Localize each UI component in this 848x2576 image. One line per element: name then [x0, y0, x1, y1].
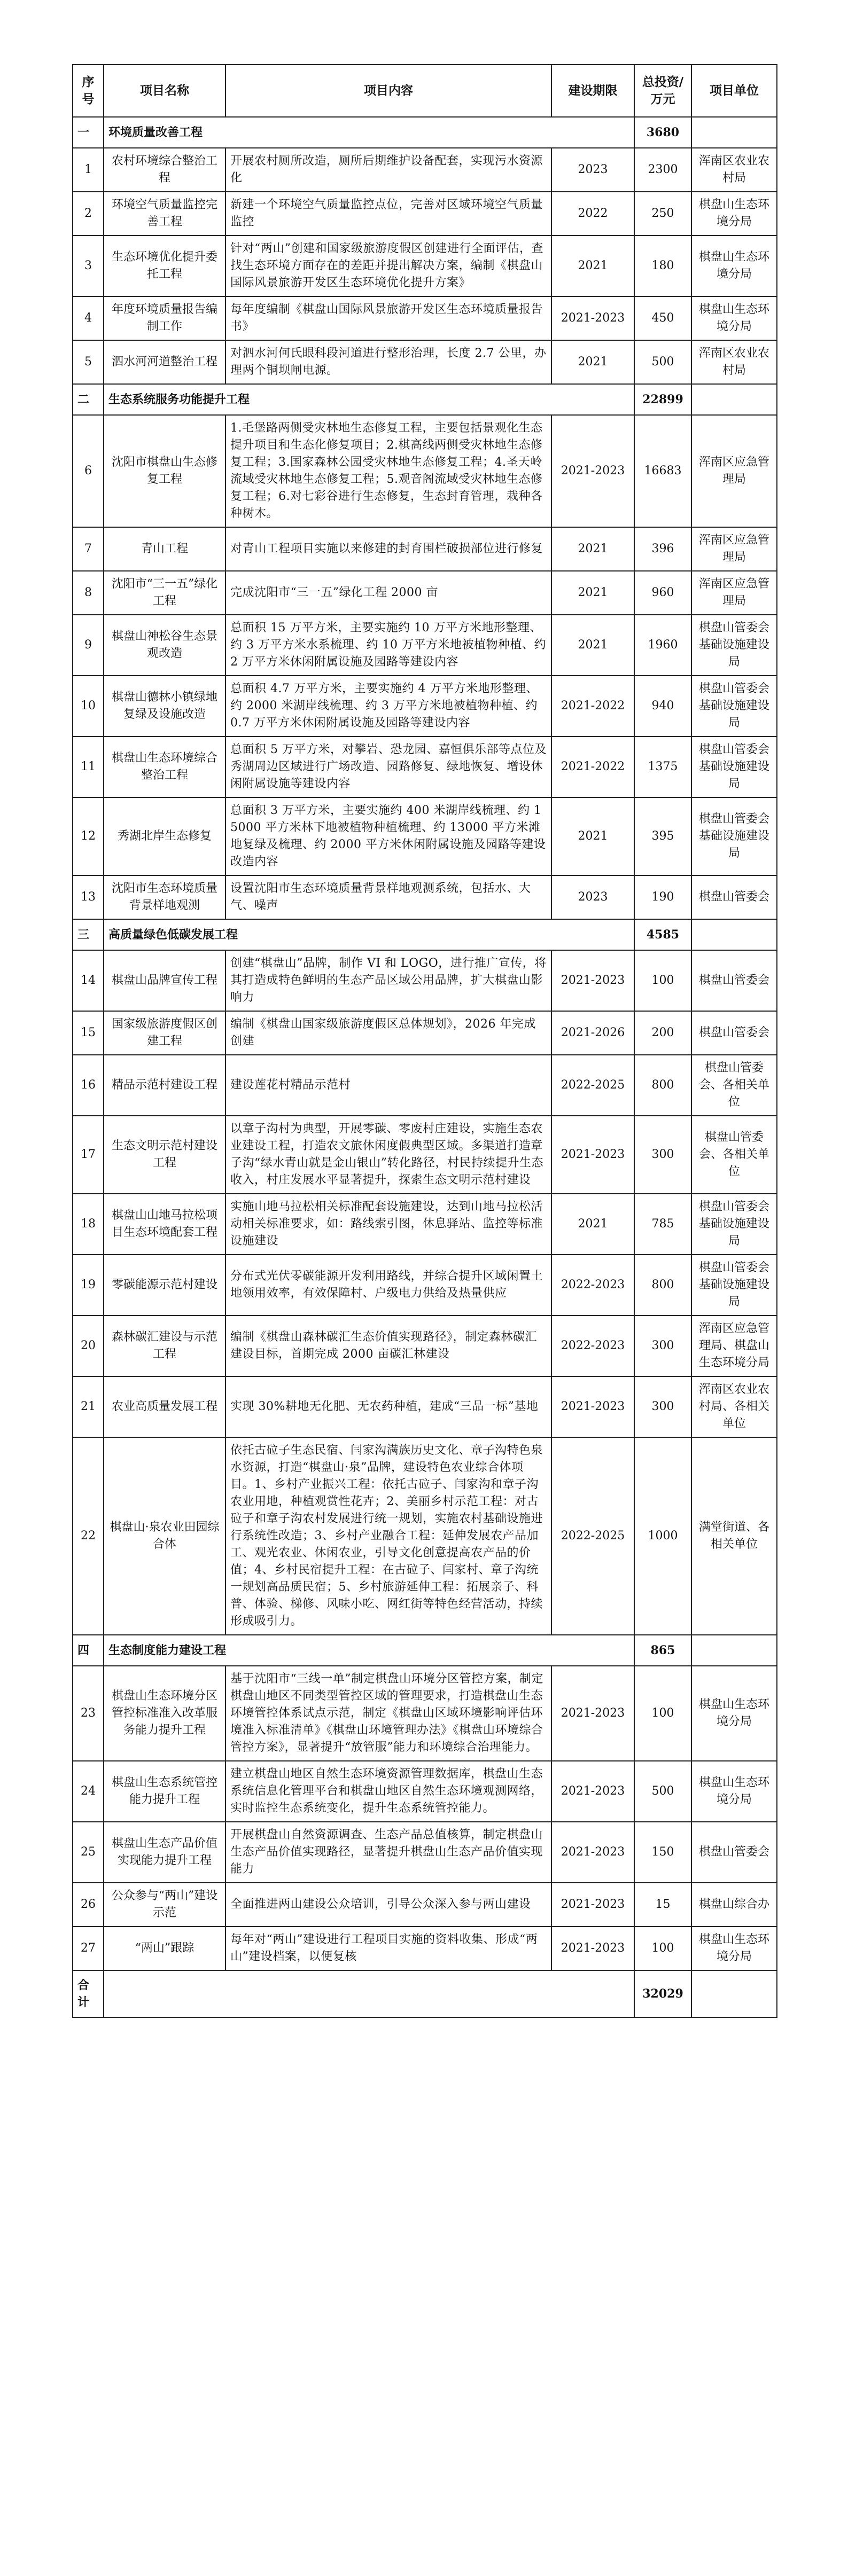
table-header-row — [73, 65, 777, 117]
project-period: 2021-2023 — [551, 296, 634, 340]
project-name: 秀湖北岸生态修复 — [104, 797, 225, 875]
project-content: 对青山工程项目实施以来修建的封育围栏破损部位进行修复 — [225, 527, 551, 571]
table-row — [73, 1883, 777, 1927]
project-investment: 300 — [634, 1116, 691, 1194]
row-number: 1 — [73, 148, 104, 192]
project-content: 完成沈阳市“三一五”绿化工程 2000 亩 — [225, 571, 551, 615]
project-content: 总面积 3 万平方米，主要实施约 400 米湖岸线梳理、约 15000 平方米林下地被植物种植梳理、约 13000 平方米滩地复绿及梳理、约 2000 平方米休闲附属设施及园路等建设改造内容 — [225, 797, 551, 875]
project-name: 年度环境质量报告编制工作 — [104, 296, 225, 340]
project-unit: 棋盘山管委会基础设施建设局 — [691, 615, 777, 676]
project-unit: 浑南区农业农村局 — [691, 148, 777, 192]
project-investment: 800 — [634, 1255, 691, 1316]
project-investment: 100 — [634, 1927, 691, 1970]
table-row — [73, 1437, 777, 1635]
table-row — [73, 1376, 777, 1437]
project-unit: 棋盘山管委会、各相关单位 — [691, 1055, 777, 1116]
table-row — [73, 1255, 777, 1316]
project-period: 2021 — [551, 340, 634, 384]
project-content: 全面推进两山建设公众培训，引导公众深入参与两山建设 — [225, 1883, 551, 1927]
project-period: 2021-2023 — [551, 1822, 634, 1883]
project-investment: 1960 — [634, 615, 691, 676]
project-name: 沈阳市“三一五”绿化工程 — [104, 571, 225, 615]
row-number: 19 — [73, 1255, 104, 1316]
project-content: 编制《棋盘山森林碳汇生态价值实现路径》，制定森林碳汇建设目标，首期完成 2000 亩碳汇林建设 — [225, 1316, 551, 1376]
row-number: 24 — [73, 1761, 104, 1822]
project-unit: 棋盘山生态环境分局 — [691, 1761, 777, 1822]
table-row — [73, 797, 777, 875]
project-content: 实现 30%耕地无化肥、无农药种植，建成“三品一标”基地 — [225, 1376, 551, 1437]
project-investment: 800 — [634, 1055, 691, 1116]
row-number: 14 — [73, 950, 104, 1011]
header-number: 序号 — [73, 65, 104, 117]
project-investment: 395 — [634, 797, 691, 875]
project-content: 分布式光伏零碳能源开发利用路线，并综合提升区域闲置土地领用效率，有效保障村、户级电力供给及热量供应 — [225, 1255, 551, 1316]
row-number: 15 — [73, 1011, 104, 1055]
project-name: 泗水河河道整治工程 — [104, 340, 225, 384]
section-investment: 4585 — [634, 919, 691, 950]
total-label: 合计 — [73, 1970, 104, 2017]
section-row — [73, 117, 777, 148]
project-investment: 200 — [634, 1011, 691, 1055]
row-number: 21 — [73, 1376, 104, 1437]
project-unit: 棋盘山管委会基础设施建设局 — [691, 797, 777, 875]
project-investment: 2300 — [634, 148, 691, 192]
project-content: 总面积 15 万平方米，主要实施约 10 万平方米地形整理、约 3 万平方米水系梳理、约 10 万平方米地被植物种植、约 2 万平方米休闲附属设施及园路等建设内容 — [225, 615, 551, 676]
project-period: 2021 — [551, 797, 634, 875]
total-spacer — [104, 1970, 634, 2017]
project-content: 对泗水河何氏眼科段河道进行整形治理，长度 2.7 公里，办理两个铜坝闸电源。 — [225, 340, 551, 384]
project-content: 基于沈阳市“三线一单”制定棋盘山环境分区管控方案，制定棋盘山地区不同类型管控区域的管理要求，打造棋盘山生态环境管控体系试点示范，制定《棋盘山区域环境影响评估环境准入标准清单》《棋盘山环境管理办法》《棋盘山环境综合管控方案》，显著提升“放管服”能力和环境综合治理能力。 — [225, 1666, 551, 1761]
project-period: 2021-2023 — [551, 1927, 634, 1970]
project-period: 2021-2023 — [551, 1883, 634, 1927]
project-period: 2021 — [551, 615, 634, 676]
row-number: 26 — [73, 1883, 104, 1927]
project-period: 2023 — [551, 148, 634, 192]
project-investment: 15 — [634, 1883, 691, 1927]
project-unit: 棋盘山管委会基础设施建设局 — [691, 1255, 777, 1316]
row-number: 3 — [73, 236, 104, 296]
table-row — [73, 1316, 777, 1376]
project-content: 建设莲花村精品示范村 — [225, 1055, 551, 1116]
project-unit: 棋盘山生态环境分局 — [691, 192, 777, 236]
section-title: 生态系统服务功能提升工程 — [104, 384, 634, 415]
section-investment: 22899 — [634, 384, 691, 415]
row-number: 8 — [73, 571, 104, 615]
project-name: 农村环境综合整治工程 — [104, 148, 225, 192]
project-content: 总面积 4.7 万平方米，主要实施约 4 万平方米地形整理、约 2000 米湖岸线梳理、约 3 万平方米地被植物种植、约 0.7 万平方米休闲附属设施及园路等建设内容 — [225, 676, 551, 737]
project-unit: 浑南区农业农村局、各相关单位 — [691, 1376, 777, 1437]
project-unit: 棋盘山管委会 — [691, 875, 777, 919]
row-number: 22 — [73, 1437, 104, 1635]
project-unit: 棋盘山管委会、各相关单位 — [691, 1116, 777, 1194]
project-name: 棋盘山生态环境综合整治工程 — [104, 737, 225, 797]
project-unit: 棋盘山生态环境分局 — [691, 236, 777, 296]
section-title: 环境质量改善工程 — [104, 117, 634, 148]
total-unit-empty — [691, 1970, 777, 2017]
section-investment: 865 — [634, 1635, 691, 1666]
project-content: 开展农村厕所改造，厕所后期维护设备配套，实现污水资源化 — [225, 148, 551, 192]
project-content: 新建一个环境空气质量监控点位，完善对区域环境空气质量监控 — [225, 192, 551, 236]
project-period: 2021-2023 — [551, 1116, 634, 1194]
row-number: 6 — [73, 415, 104, 527]
header-project-content: 项目内容 — [225, 65, 551, 117]
row-number: 12 — [73, 797, 104, 875]
project-period: 2022-2023 — [551, 1316, 634, 1376]
project-unit: 棋盘山生态环境分局 — [691, 1927, 777, 1970]
table-row — [73, 571, 777, 615]
row-number: 4 — [73, 296, 104, 340]
project-name: 生态文明示范村建设工程 — [104, 1116, 225, 1194]
project-period: 2021-2022 — [551, 737, 634, 797]
project-content: 依托古砬子生态民宿、闫家沟满族历史文化、章子沟特色泉水资源，打造“棋盘山·泉”品牌，建设特色农业综合体项目。1、乡村产业振兴工程：依托古砬子、闫家沟和章子沟农业用地，种植观赏性花卉；2、美丽乡村示范工程：对古砬子和章子沟农村发展进行统一规划，实施农村基础设施进行系统性改造；3、乡村产业融合工程：延伸发展农产品加工、观光农业、休闲农业，引导文化创意提高农产品的价值；4、乡村民宿提升工程：在古砬子、闫家村、章子沟统一规划高品质民宿；5、乡村旅游延伸工程：拓展亲子、科普、体验、梯修、风味小吃、网红街等特色经营活动，持续形成吸引力。 — [225, 1437, 551, 1635]
row-number: 13 — [73, 875, 104, 919]
project-name: 农业高质量发展工程 — [104, 1376, 225, 1437]
row-number: 20 — [73, 1316, 104, 1376]
total-row — [73, 1970, 777, 2017]
project-investment: 250 — [634, 192, 691, 236]
project-unit: 棋盘山管委会 — [691, 1011, 777, 1055]
project-unit: 棋盘山管委会基础设施建设局 — [691, 1194, 777, 1255]
table-row — [73, 192, 777, 236]
row-number: 23 — [73, 1666, 104, 1761]
table-row — [73, 1666, 777, 1761]
project-unit: 棋盘山生态环境分局 — [691, 296, 777, 340]
project-unit: 棋盘山管委会基础设施建设局 — [691, 737, 777, 797]
table-row — [73, 340, 777, 384]
project-name: “两山”跟踪 — [104, 1927, 225, 1970]
row-number: 7 — [73, 527, 104, 571]
project-period: 2021 — [551, 236, 634, 296]
project-name: 棋盘山山地马拉松项目生态环境配套工程 — [104, 1194, 225, 1255]
section-number: 一 — [73, 117, 104, 148]
header-project-name: 项目名称 — [104, 65, 225, 117]
project-investment: 300 — [634, 1376, 691, 1437]
section-row — [73, 1635, 777, 1666]
project-investment: 396 — [634, 527, 691, 571]
table-row — [73, 148, 777, 192]
project-investment: 960 — [634, 571, 691, 615]
row-number: 16 — [73, 1055, 104, 1116]
project-investment: 500 — [634, 1761, 691, 1822]
project-name: 沈阳市生态环境质量背景样地观测 — [104, 875, 225, 919]
project-investment: 180 — [634, 236, 691, 296]
project-unit: 满堂街道、各相关单位 — [691, 1437, 777, 1635]
project-name: 公众参与“两山”建设示范 — [104, 1883, 225, 1927]
document-page — [72, 64, 776, 2018]
row-number: 2 — [73, 192, 104, 236]
project-name: 环境空气质量监控完善工程 — [104, 192, 225, 236]
project-unit: 棋盘山生态环境分局 — [691, 1666, 777, 1761]
project-content: 针对“两山”创建和国家级旅游度假区创建进行全面评估，查找生态环境方面存在的差距并提出解决方案，编制《棋盘山国际风景旅游开发区生态环境优化提升方案》 — [225, 236, 551, 296]
project-name: 森林碳汇建设与示范工程 — [104, 1316, 225, 1376]
project-unit: 棋盘山管委会 — [691, 950, 777, 1011]
project-name: 国家级旅游度假区创建工程 — [104, 1011, 225, 1055]
project-period: 2021 — [551, 527, 634, 571]
project-investment: 300 — [634, 1316, 691, 1376]
header-period: 建设期限 — [551, 65, 634, 117]
project-content: 实施山地马拉松相关标准配套设施建设，达到山地马拉松活动相关标准要求，如：路线索引图，休息驿站、监控等标准设施建设 — [225, 1194, 551, 1255]
table-row — [73, 527, 777, 571]
table-row — [73, 950, 777, 1011]
project-table — [72, 64, 777, 2018]
project-name: 棋盘山生态环境分区管控标准准入改革服务能力提升工程 — [104, 1666, 225, 1761]
section-number: 二 — [73, 384, 104, 415]
project-name: 零碳能源示范村建设 — [104, 1255, 225, 1316]
project-period: 2023 — [551, 875, 634, 919]
row-number: 11 — [73, 737, 104, 797]
project-unit: 棋盘山管委会 — [691, 1822, 777, 1883]
project-investment: 1375 — [634, 737, 691, 797]
project-unit: 浑南区应急管理局 — [691, 415, 777, 527]
row-number: 9 — [73, 615, 104, 676]
section-row — [73, 919, 777, 950]
project-period: 2022 — [551, 192, 634, 236]
project-investment: 190 — [634, 875, 691, 919]
section-unit-empty — [691, 117, 777, 148]
project-investment: 785 — [634, 1194, 691, 1255]
project-investment: 150 — [634, 1822, 691, 1883]
project-name: 棋盘山生态产品价值实现能力提升工程 — [104, 1822, 225, 1883]
row-number: 10 — [73, 676, 104, 737]
table-row — [73, 1011, 777, 1055]
project-name: 生态环境优化提升委托工程 — [104, 236, 225, 296]
project-content: 开展棋盘山自然资源调查、生态产品总值核算，制定棋盘山生态产品价值实现路径，显著提升棋盘山生态产品价值实现能力 — [225, 1822, 551, 1883]
section-title: 高质量绿色低碳发展工程 — [104, 919, 634, 950]
section-investment: 3680 — [634, 117, 691, 148]
section-unit-empty — [691, 1635, 777, 1666]
table-row — [73, 415, 777, 527]
table-row — [73, 236, 777, 296]
row-number: 5 — [73, 340, 104, 384]
project-name: 棋盘山品牌宣传工程 — [104, 950, 225, 1011]
project-name: 青山工程 — [104, 527, 225, 571]
table-row — [73, 1761, 777, 1822]
project-content: 总面积 5 万平方米，对攀岩、恐龙园、嘉恒俱乐部等点位及秀湖周边区域进行广场改造、园路修复、绿地恢复、增设休闲附属设施等建设内容 — [225, 737, 551, 797]
project-unit: 棋盘山综合办 — [691, 1883, 777, 1927]
table-body — [73, 117, 777, 2017]
row-number: 25 — [73, 1822, 104, 1883]
project-investment: 500 — [634, 340, 691, 384]
project-period: 2022-2023 — [551, 1255, 634, 1316]
table-row — [73, 1116, 777, 1194]
project-name: 棋盘山·泉农业田园综合体 — [104, 1437, 225, 1635]
project-unit: 浑南区农业农村局 — [691, 340, 777, 384]
project-unit: 浑南区应急管理局、棋盘山生态环境分局 — [691, 1316, 777, 1376]
project-unit: 浑南区应急管理局 — [691, 527, 777, 571]
project-content: 设置沈阳市生态环境质量背景样地观测系统，包括水、大气、噪声 — [225, 875, 551, 919]
project-period: 2021 — [551, 1194, 634, 1255]
row-number: 18 — [73, 1194, 104, 1255]
table-row — [73, 1194, 777, 1255]
section-unit-empty — [691, 919, 777, 950]
project-name: 棋盘山生态系统管控能力提升工程 — [104, 1761, 225, 1822]
project-period: 2021-2023 — [551, 950, 634, 1011]
project-investment: 1000 — [634, 1437, 691, 1635]
project-period: 2021-2023 — [551, 1666, 634, 1761]
section-number: 三 — [73, 919, 104, 950]
header-investment: 总投资/万元 — [634, 65, 691, 117]
project-period: 2021-2023 — [551, 415, 634, 527]
project-period: 2022-2025 — [551, 1437, 634, 1635]
table-row — [73, 737, 777, 797]
table-row — [73, 615, 777, 676]
project-period: 2021-2023 — [551, 1376, 634, 1437]
project-content: 建立棋盘山地区自然生态环境资源管理数据库，棋盘山生态系统信息化管理平台和棋盘山地区自然生态环境观测网络，实时监控生态系统变化，提升生态系统管控能力。 — [225, 1761, 551, 1822]
project-name: 棋盘山德林小镇绿地复绿及设施改造 — [104, 676, 225, 737]
project-period: 2021-2022 — [551, 676, 634, 737]
project-period: 2021 — [551, 571, 634, 615]
header-unit: 项目单位 — [691, 65, 777, 117]
project-content: 1.毛堡路两侧受灾林地生态修复工程，主要包括景观化生态提升项目和生态化修复项目；2.棋高线两侧受灾林地生态修复工程；3.国家森林公园受灾林地生态修复工程；4.圣天岭流域受灾林地生态修复工程；5.观音阁流域受灾林地生态修复工程；6.对七彩谷进行生态修复，生态封育管理，栽种各种树木。 — [225, 415, 551, 527]
project-investment: 450 — [634, 296, 691, 340]
table-row — [73, 1055, 777, 1116]
row-number: 27 — [73, 1927, 104, 1970]
project-investment: 16683 — [634, 415, 691, 527]
project-period: 2021-2026 — [551, 1011, 634, 1055]
table-row — [73, 676, 777, 737]
project-unit: 棋盘山管委会基础设施建设局 — [691, 676, 777, 737]
section-number: 四 — [73, 1635, 104, 1666]
total-investment: 32029 — [634, 1970, 691, 2017]
section-title: 生态制度能力建设工程 — [104, 1635, 634, 1666]
row-number: 17 — [73, 1116, 104, 1194]
project-investment: 100 — [634, 1666, 691, 1761]
project-name: 棋盘山神松谷生态景观改造 — [104, 615, 225, 676]
table-row — [73, 875, 777, 919]
project-investment: 100 — [634, 950, 691, 1011]
project-content: 创建“棋盘山”品牌，制作 VI 和 LOGO，进行推广宣传，将其打造成特色鲜明的生态产品区域公用品牌，扩大棋盘山影响力 — [225, 950, 551, 1011]
section-unit-empty — [691, 384, 777, 415]
project-content: 每年度编制《棋盘山国际风景旅游开发区生态环境质量报告书》 — [225, 296, 551, 340]
project-period: 2022-2025 — [551, 1055, 634, 1116]
project-content: 每年对“两山”建设进行工程项目实施的资料收集、形成“两山”建设档案，以便复核 — [225, 1927, 551, 1970]
project-content: 编制《棋盘山国家级旅游度假区总体规划》，2026 年完成创建 — [225, 1011, 551, 1055]
project-name: 精品示范村建设工程 — [104, 1055, 225, 1116]
project-investment: 940 — [634, 676, 691, 737]
table-row — [73, 1927, 777, 1970]
project-period: 2021-2023 — [551, 1761, 634, 1822]
project-content: 以章子沟村为典型，开展零碳、零废村庄建设，实施生态农业建设工程，打造农文旅休闲度假典型区域。多渠道打造章子沟“绿水青山就是金山银山”转化路径，村民持续提升生态收入，村庄发展水平显著提升，探索生态文明示范村建设 — [225, 1116, 551, 1194]
project-name: 沈阳市棋盘山生态修复工程 — [104, 415, 225, 527]
table-row — [73, 1822, 777, 1883]
project-unit: 浑南区应急管理局 — [691, 571, 777, 615]
table-row — [73, 296, 777, 340]
section-row — [73, 384, 777, 415]
